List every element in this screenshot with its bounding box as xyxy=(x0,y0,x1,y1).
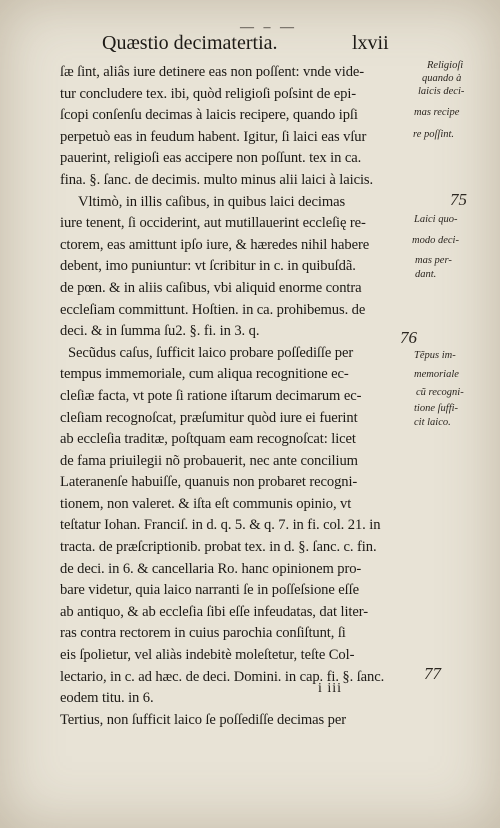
text-line: cleſiæ facta, vt pote ſi ratione iſtarum decimarum ec- xyxy=(60,387,362,404)
text-line: ab antiquo, & ab eccleſia ſibi eſſe infeudatas, dat liter- xyxy=(60,603,368,620)
text-line: de pœn. & in aliis caſibus, vbi aliquid enorme contra xyxy=(60,279,362,296)
margin-note-line: memoriale xyxy=(414,369,459,380)
text-line: pauerint, religioſi eas accipere non poſſunt. tex in ca. xyxy=(60,150,362,167)
text-line: de deci. in 6. & cancellaria Ro. hanc opinionem pro- xyxy=(60,560,362,577)
text-line: Vltimò, in illis caſibus, in quibus laici decimas xyxy=(78,193,346,210)
margin-note-line: quando à xyxy=(422,73,462,84)
text-line: de fama priuilegii nõ probauerit, nec ante concilium xyxy=(60,452,358,469)
text-line: tempus immemoriale, cum aliqua recognitione ec- xyxy=(60,366,349,383)
margin-note-line: mas recipe xyxy=(414,107,460,118)
margin-note-line: laicis deci- xyxy=(418,86,465,97)
text-line: teſtatur Iohan. Franciſ. in d. q. 5. & q. 7. in fi. col. 21. in xyxy=(60,517,381,534)
text-line: ſcopi conſenſu decimas à laicis recipere, quando ipſi xyxy=(60,107,358,124)
section-number: 75 xyxy=(450,190,467,209)
margin-note-line: cit laico. xyxy=(414,417,451,428)
text-line: lectario, in c. ad hæc. de deci. Domini. in cap. fi. §. ſanc. xyxy=(60,668,385,685)
text-line: perpetuò eas in feudum habent. Igitur, ſi laici eas vſur xyxy=(60,128,367,145)
text-line: eis ſpolietur, vel aliàs indebitè moleſtetur, teſte Col- xyxy=(60,647,355,664)
text-line: ctorem, eas amittunt ipſo iure, & hæredes nihil habere xyxy=(60,236,370,253)
section-number: 77 xyxy=(424,664,441,683)
section-number: 76 xyxy=(400,328,417,347)
text-line: eodem titu. in 6. xyxy=(60,690,154,707)
margin-note-line: tione ſuffi- xyxy=(414,403,459,414)
head-ornament: — ‒ — xyxy=(240,20,297,35)
text-line: ab eccleſia traditæ, poſtquam eam recognoſcat: licet xyxy=(60,431,356,448)
margin-note-line: Laici quo- xyxy=(414,214,458,225)
signature-mark: i iii xyxy=(318,681,343,696)
margin-note-line: dant. xyxy=(415,269,437,280)
folio-number: lxvii xyxy=(352,32,389,54)
text-line: tur concludere tex. ibi, quòd religioſi poſsint de epi- xyxy=(60,85,357,102)
text-line: Lateranenſe habuiſſe, quanuis non probaret recogni- xyxy=(60,474,358,491)
text-line: fina. §. ſanc. de decimis. multo minus alii laici à laicis. xyxy=(60,171,374,188)
text-line: bare videtur, quia laico narranti ſe in poſſeſsione eſſe xyxy=(60,582,359,599)
margin-note-line: Religioſi xyxy=(427,60,464,71)
margin-note-line: Tẽpus im- xyxy=(414,350,456,361)
main-text-block xyxy=(60,62,420,731)
text-line: debent, imo puniuntur: vt ſcribitur in c. in quibuſdã. xyxy=(60,258,356,275)
text-line: deci. & in ſumma ſu2. §. fi. in 3. q. xyxy=(60,323,260,340)
text-line: Secũdus caſus, ſufficit laico probare poſſediſſe per xyxy=(68,344,354,361)
text-line: iure tenent, ſi occiderint, aut mutillauerint eccleſię re- xyxy=(60,215,366,232)
margin-note-line: mas per- xyxy=(415,255,452,266)
text-line: ſæ ſint, aliâs iure detinere eas non poſſent: vnde vide- xyxy=(60,64,365,80)
text-line: tracta. de præſcriptionib. probat tex. in d. §. ſanc. c. fin. xyxy=(60,539,377,556)
text-line: ras contra rectorem in cuius parochia conſiſtunt, ſi xyxy=(60,625,346,642)
running-title: Quæstio decimatertia. xyxy=(102,32,278,54)
margin-note-line: re poſſint. xyxy=(413,129,455,140)
text-line: tionem, non valeret. & iſta eſt communis opinio, vt xyxy=(60,495,352,512)
margin-note-line: cũ recogni- xyxy=(416,387,464,398)
margin-note-line: modo deci- xyxy=(412,235,459,246)
margin-notes xyxy=(400,58,500,758)
text-line: Tertius, non ſufficit laico ſe poſſediſſe decimas per xyxy=(60,711,347,728)
text-line: cleſiam recognoſcat, præſumitur quòd iure ei fuerint xyxy=(60,409,358,426)
text-line: eccleſiam committunt. Hoſtien. in ca. prohibemus. de xyxy=(60,301,366,318)
